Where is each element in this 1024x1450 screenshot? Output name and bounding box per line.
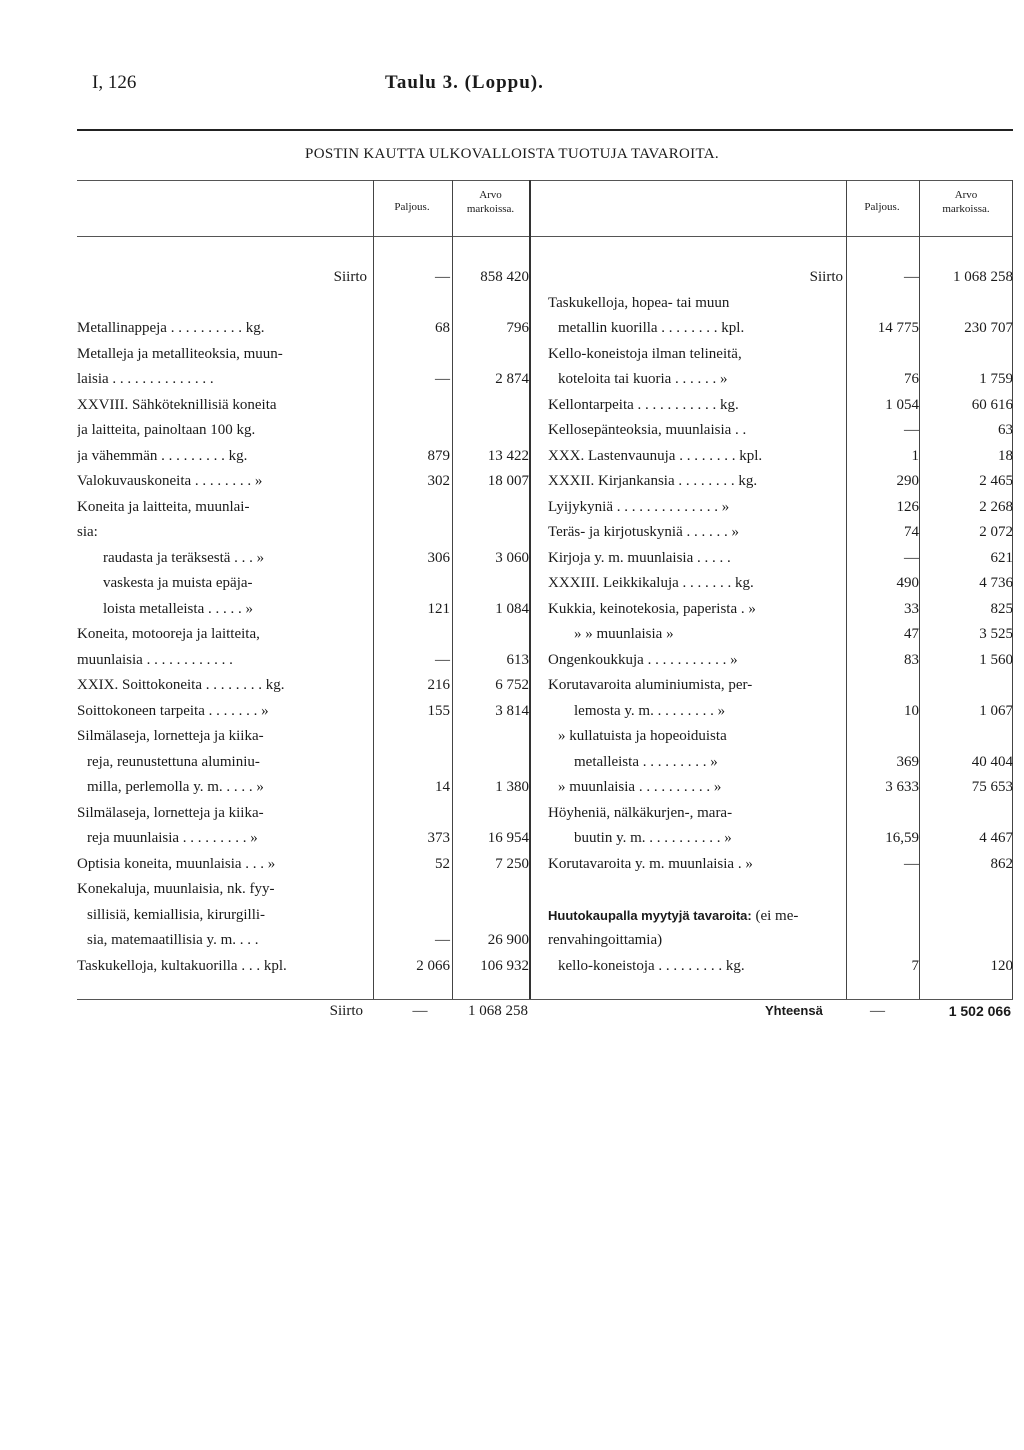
section-title: POSTIN KAUTTA ULKOVALLOISTA TUOTUJA TAVAROITA. [305, 146, 719, 162]
row-quantity: — [904, 549, 919, 566]
table-row [548, 648, 1013, 674]
table-row [548, 877, 1013, 903]
table-row [77, 954, 529, 980]
row-value: 2 465 [979, 473, 1013, 489]
table-row [77, 367, 529, 393]
row-value: 13 422 [487, 447, 529, 464]
row-quantity: 52 [435, 855, 450, 872]
row-quantity: 373 [427, 830, 450, 846]
row-quantity: 1 054 [885, 396, 919, 413]
right-quantity-header: Paljous. [864, 201, 900, 213]
row-value: 120 [990, 957, 1013, 974]
row-description: XXXIII. Leikkikaluja . . . . . . . kg. [548, 575, 754, 591]
row-value: 230 707 [964, 320, 1013, 336]
row-quantity: 3 633 [885, 779, 919, 795]
row-quantity: 16,59 [885, 830, 919, 846]
row-quantity: 290 [896, 473, 919, 489]
table-row [548, 444, 1013, 470]
left-table [77, 265, 529, 979]
table-row [548, 928, 1013, 954]
row-description: Siirto [333, 269, 367, 285]
table-row [77, 342, 529, 368]
row-quantity: 121 [427, 600, 450, 617]
row-description: sia, matemaatillisia y. m. . . . [87, 932, 259, 948]
row-quantity: — [435, 269, 450, 285]
table-row [548, 724, 1013, 750]
row-description: Siirto [809, 269, 843, 285]
table-row [77, 520, 529, 546]
left-value-header-line1: Arvo [479, 189, 502, 201]
table-row [548, 699, 1013, 725]
table-row [77, 724, 529, 750]
row-quantity: 216 [427, 677, 450, 693]
row-quantity: — [435, 371, 450, 387]
table-row [548, 342, 1013, 368]
row-quantity: 10 [904, 702, 919, 719]
table-row [77, 546, 529, 572]
table-row [77, 775, 529, 801]
row-description: Soittokoneen tarpeita . . . . . . . » [77, 702, 269, 719]
row-quantity: — [904, 422, 919, 438]
table-row [77, 801, 529, 827]
center-divider [529, 180, 531, 999]
row-description: Metalleja ja metalliteoksia, muun- [77, 345, 283, 362]
row-description: Ongenkoukkuja . . . . . . . . . . . » [548, 651, 738, 668]
row-description: » kullatuista ja hopeoiduista [558, 728, 727, 744]
row-quantity: 83 [904, 651, 919, 668]
row-quantity: 14 [435, 779, 450, 795]
row-description: lemosta y. m. . . . . . . . . » [574, 702, 726, 719]
table-row [548, 393, 1013, 419]
row-value: 3 814 [495, 702, 529, 719]
row-description: » muunlaisia . . . . . . . . . . » [558, 779, 722, 795]
row-description: sillisiä, kemiallisia, kirurgilli- [87, 906, 266, 923]
footer-siirto-label: Siirto [329, 1003, 363, 1019]
row-value: 1 560 [979, 651, 1013, 668]
table-row [77, 673, 529, 699]
row-quantity: 76 [904, 371, 919, 387]
row-description: Teräs- ja kirjotuskyniä . . . . . . » [548, 524, 739, 540]
row-description: renvahingoittamia) [548, 932, 663, 948]
left-quantity-header: Paljous. [394, 201, 430, 213]
row-description: Höyheniä, nälkäkurjen-, mara- [548, 804, 733, 821]
table-row [77, 699, 529, 725]
row-description: Taskukelloja, hopea- tai muun [548, 294, 730, 311]
row-value: 106 932 [480, 957, 529, 974]
table-row [548, 316, 1013, 342]
row-quantity: 155 [427, 702, 450, 719]
row-description: » » muunlaisia » [574, 626, 674, 642]
table-row [77, 750, 529, 776]
table-row [77, 393, 529, 419]
row-value: 40 404 [971, 753, 1013, 770]
right-value-header-line2: markoissa. [942, 203, 990, 215]
row-value: 3 525 [979, 626, 1013, 642]
row-description: metalleista . . . . . . . . . » [574, 753, 718, 770]
footer-siirto-value: 1 068 258 [468, 1003, 528, 1019]
table-row [548, 826, 1013, 852]
row-description: Optisia koneita, muunlaisia . . . » [77, 855, 276, 872]
row-description: reja, reunustettuna aluminiu- [87, 753, 260, 770]
row-value: 825 [990, 600, 1013, 617]
table-row [548, 597, 1013, 623]
table-row [77, 571, 529, 597]
table-row [77, 265, 529, 291]
table-row [77, 495, 529, 521]
row-description: Taskukelloja, kultakuorilla . . . kpl. [77, 957, 287, 974]
table-row [548, 750, 1013, 776]
row-description: Metallinappeja . . . . . . . . . . kg. [77, 320, 265, 336]
row-value: 75 653 [971, 779, 1013, 795]
row-value: 16 954 [487, 830, 529, 846]
row-value: 796 [506, 320, 529, 336]
right-value-header-line1: Arvo [954, 189, 978, 201]
row-description: vaskesta ja muista epäja- [103, 575, 253, 591]
row-description: ja vähemmän . . . . . . . . . kg. [77, 447, 248, 464]
row-quantity: 369 [896, 753, 919, 770]
row-quantity: 33 [904, 600, 919, 617]
row-quantity: 1 [911, 447, 919, 464]
row-value: 26 900 [487, 932, 529, 948]
row-quantity: 490 [896, 575, 919, 591]
table-row [77, 316, 529, 342]
column-header-rule [77, 236, 1013, 237]
row-description: Korutavaroita y. m. muunlaisia . » [548, 855, 753, 872]
table-row [77, 418, 529, 444]
row-value: 1 067 [979, 702, 1013, 719]
table-row [77, 622, 529, 648]
table-row [77, 648, 529, 674]
table-row [548, 801, 1013, 827]
row-description: buutin y. m. . . . . . . . . . . » [574, 830, 732, 846]
table-row [548, 673, 1013, 699]
row-description: laisia . . . . . . . . . . . . . . [77, 371, 214, 387]
row-value: 4 736 [979, 575, 1013, 591]
table-row [77, 444, 529, 470]
row-description: loista metalleista . . . . . » [103, 600, 253, 617]
table-row [548, 775, 1013, 801]
row-value: 862 [990, 855, 1013, 872]
footer-siirto-quantity: — [412, 1003, 428, 1019]
row-quantity: 302 [427, 473, 450, 489]
row-value: 6 752 [495, 677, 529, 693]
row-description: Korutavaroita aluminiumista, per- [548, 677, 753, 693]
footer-total-quantity: — [870, 1003, 885, 1019]
row-quantity: 2 066 [416, 957, 450, 974]
row-description: Valokuvauskoneita . . . . . . . . » [77, 473, 263, 489]
row-description: Kello-koneistoja ilman telineitä, [548, 345, 742, 362]
row-value: 2 268 [979, 498, 1013, 515]
table-row [548, 495, 1013, 521]
right-value-header [919, 188, 1013, 216]
row-quantity: 14 775 [877, 320, 919, 336]
row-quantity: 126 [896, 498, 919, 515]
row-description: XXX. Lastenvaunuja . . . . . . . . kpl. [548, 447, 763, 464]
table-row [548, 954, 1013, 980]
row-quantity: — [904, 855, 919, 872]
row-description: Lyijykyniä . . . . . . . . . . . . . . » [548, 498, 730, 515]
table-row [548, 571, 1013, 597]
table-row [77, 291, 529, 317]
table-row [548, 903, 1013, 929]
header-rule [77, 180, 1013, 181]
table-row [548, 291, 1013, 317]
table-row [548, 852, 1013, 878]
auction-heading: Huutokaupalla myytyjä tavaroita: [548, 907, 752, 923]
footer-total-label: Yhteensä [765, 1003, 823, 1018]
row-description: metallin kuorilla . . . . . . . . kpl. [558, 320, 745, 336]
row-value: 2 874 [495, 371, 529, 387]
right-table [548, 265, 1013, 979]
bottom-rule-left [77, 999, 529, 1000]
table-row [77, 903, 529, 929]
row-value: 60 616 [971, 396, 1013, 413]
row-description: XXXII. Kirjankansia . . . . . . . . kg. [548, 473, 758, 489]
table-row [77, 597, 529, 623]
top-rule [77, 129, 1013, 131]
table-row [77, 826, 529, 852]
row-description: reja muunlaisia . . . . . . . . . » [87, 830, 258, 846]
row-description: muunlaisia . . . . . . . . . . . . [77, 651, 233, 668]
row-description: Kellosepänteoksia, muunlaisia . . [548, 422, 747, 438]
row-quantity: 74 [904, 524, 919, 540]
row-value: 3 060 [495, 549, 529, 566]
row-description: XXIX. Soittokoneita . . . . . . . . kg. [77, 677, 285, 693]
row-value: 7 250 [495, 855, 529, 872]
row-description: XXVIII. Sähköteknillisiä koneita [77, 396, 277, 413]
row-quantity: — [435, 651, 450, 668]
row-description: Huutokaupalla myytyjä tavaroita: (ei me- [548, 907, 799, 924]
bottom-rule-right [529, 999, 1013, 1000]
row-description: ja laitteita, painoltaan 100 kg. [77, 422, 256, 438]
table-row [548, 367, 1013, 393]
table-row [77, 928, 529, 954]
row-value: 2 072 [979, 524, 1013, 540]
row-quantity: 68 [435, 320, 450, 336]
table-row [548, 622, 1013, 648]
row-value: 621 [990, 549, 1013, 566]
row-description: sia: [77, 524, 98, 540]
row-description: milla, perlemolla y. m. . . . . » [87, 779, 264, 795]
table-row [548, 546, 1013, 572]
table-row [548, 418, 1013, 444]
row-description: Kukkia, keinotekosia, paperista . » [548, 600, 756, 617]
row-value: 1 380 [495, 779, 529, 795]
page-number: I, 126 [92, 72, 137, 93]
row-description: Kirjoja y. m. muunlaisia . . . . . [548, 549, 731, 566]
row-description: Kellontarpeita . . . . . . . . . . . kg. [548, 396, 739, 413]
footer-total-value: 1 502 066 [948, 1003, 1011, 1019]
left-value-header-line2: markoissa. [466, 203, 515, 215]
row-value: 613 [506, 651, 529, 668]
table-row [548, 265, 1013, 291]
row-quantity: 47 [904, 626, 919, 642]
table-row [548, 520, 1013, 546]
row-value: 4 467 [979, 830, 1013, 846]
row-value: 63 [998, 422, 1013, 438]
row-value: 18 [998, 447, 1013, 464]
row-description: kello-koneistoja . . . . . . . . . kg. [558, 957, 745, 974]
table-row [77, 877, 529, 903]
row-value: 1 068 258 [953, 269, 1013, 285]
row-description: Koneita ja laitteita, muunlai- [77, 498, 250, 515]
row-value: 18 007 [487, 473, 529, 489]
table-row [77, 852, 529, 878]
row-description: Koneita, motooreja ja laitteita, [77, 626, 260, 642]
row-description: Silmälaseja, lornetteja ja kiika- [77, 728, 264, 744]
table-row [548, 469, 1013, 495]
row-value: 858 420 [480, 269, 529, 285]
left-value-header [452, 188, 529, 216]
table-row [77, 469, 529, 495]
row-quantity: 7 [911, 957, 919, 974]
row-value: 1 759 [979, 371, 1013, 387]
row-description: Silmälaseja, lornetteja ja kiika- [77, 804, 264, 821]
row-quantity: — [435, 932, 450, 948]
row-description: raudasta ja teräksestä . . . » [103, 549, 265, 566]
row-description: koteloita tai kuoria . . . . . . » [558, 371, 728, 387]
row-description: Konekaluja, muunlaisia, nk. fyy- [77, 881, 275, 897]
row-quantity: 306 [427, 549, 450, 566]
row-quantity: — [904, 269, 919, 285]
table-title: Taulu 3. (Loppu). [385, 72, 544, 93]
row-quantity: 879 [427, 447, 450, 464]
row-value: 1 084 [495, 600, 529, 617]
